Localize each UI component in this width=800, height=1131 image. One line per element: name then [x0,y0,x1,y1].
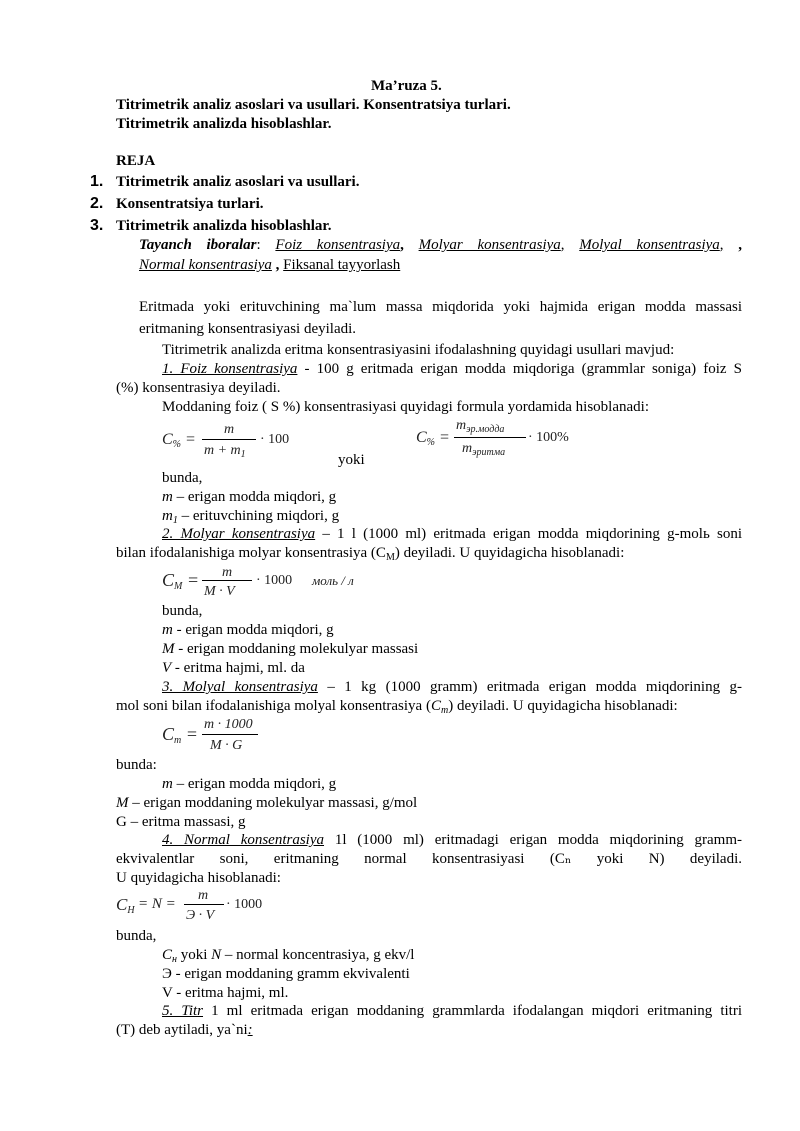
molyar-line-1 [162,525,742,544]
keyword-foiz: Foiz konsentrasiya [275,237,401,253]
f1-numerator: m [224,422,235,437]
titr-title: 5. Titr [162,1003,204,1019]
f1-lhs: C [162,431,173,448]
titr-line-1 [162,1002,742,1021]
normal-def-E: Э - erigan moddaning gramm ekvivalenti [162,966,410,982]
molyal-def-G: G – eritma massasi, g [116,814,246,830]
intro-paragraph-line-2: eritmaning konsentrasiyasi deyiladi. [139,321,357,337]
title-line-2: Titrimetrik analizda hisoblashlar. [116,116,332,132]
molyal-f-denominator: M · G [210,738,243,753]
f1-den-sub: 1 [240,449,246,460]
f2-lhs: C [416,429,427,446]
f2-numerator: m [456,418,467,433]
normal-text-a: 1l (1000 ml) eritmadagi erigan modda miqdorining gramm- [324,832,742,848]
foiz-line-1 [162,360,742,379]
molyar-bunda: bunda, [162,603,203,619]
molyal-def-m: m – erigan modda miqdori, g [162,776,337,792]
normal-def-C: $C_н$ yoki N – normal koncentrasiya, g ekv/l [162,947,415,965]
keyword-normal: Normal konsentrasiya [139,257,272,273]
keyword-fiksanal: Fiksanal tayyorlash [283,257,401,273]
lecture-number: Ma’ruza 5. [371,78,442,94]
foiz-def-m1: $m_1$ – erituvchining miqdori, g [162,508,340,526]
foiz-formula-2: $C_{\%}$ = $m_{эр.модда}$ $m_{эритма}$ · 100% [416,418,569,458]
normal-line-1 [162,831,742,850]
molyal-bunda: bunda: [116,757,157,773]
molyal-formula: $C_m$ = m · 1000 M · G [162,715,282,755]
molyal-line-1 [162,678,742,697]
molyar-def-m: m - erigan modda miqdori, g [162,622,334,638]
foiz-text-a: - 100 g eritmada erigan modda miqdoriga (grammlar soniga) foiz S [297,361,742,377]
keyword-molyal: Molyal konsentrasiya [579,237,720,253]
molyar-def-V: V - eritma hajmi, ml. da [162,660,305,676]
plan-item-1-number: 1. [90,173,104,190]
normal-line-2: ekvivalentlar soni, eritmaning normal konsentrasiyasi (Cₙ yoki N) deyiladi. [116,851,742,867]
plan-item-2: Konsentratsiya turlari. [116,196,264,212]
intro-usullari: Titrimetrik analizda eritma konsentrasiyasini ifodalashning quyidagi usullari mavjud: [162,342,675,358]
foiz-bunda: bunda, [162,470,203,486]
molyal-title: 3. Molyal konsentrasiya [162,679,318,695]
molyar-f-sub: M [174,581,183,592]
molyar-f-denominator: M · V [204,584,235,599]
keyword-molyar: Molyar konsentrasiya [418,237,561,253]
keywords-line-2: Normal konsentrasiya , Fiksanal tayyorlash [139,257,401,273]
f2-denominator: m [462,441,473,456]
normal-title: 4. Normal konsentrasiya [162,832,325,848]
f2-sub: % [426,437,436,448]
molyar-line-2: bilan ifodalanishiga molyar konsentrasiya $(C_M)$ deyiladi. U quyidagicha hisoblanadi: [116,545,625,563]
foiz-formula-intro: Moddaning foiz ( S %) konsentrasiyasi quyidagi formula yordamida hisoblanadi: [162,399,649,415]
normal-def-V: V - eritma hajmi, ml. [162,985,289,1001]
molyar-def-M: M - erigan moddaning molekulyar massasi [162,641,419,657]
molyal-f-lhs: C [162,724,175,744]
molyar-f-unit: моль / л [312,573,354,588]
plan-heading: REJA [116,153,156,169]
keywords-line-1: Tayanch iboralar: Foiz konsentrasiya, Molyar konsentrasiya, Molyal konsentrasiya, , [139,237,743,253]
molyar-title: 2. Molyar konsentrasiya [162,526,316,542]
normal-f-sub: Н [127,905,135,916]
normal-bunda: bunda, [116,928,157,944]
f1-denominator: m + m [204,443,241,458]
formula-or: yoki [338,452,365,468]
plan-item-1: Titrimetrik analiz asoslari va usullari. [116,174,360,190]
plan-item-2-number: 2. [90,195,104,212]
keywords-label: Tayanch iboralar [139,237,257,253]
foiz-def-m: m – erigan modda miqdori, g [162,489,337,505]
molyal-text-a: – 1 kg (1000 gramm) eritmada erigan modda miqdorining g- [317,679,742,695]
molyar-formula: $C_M$ = m M · V · 1000 моль / л [162,565,354,599]
molyal-line-2: mol soni bilan ifodalanishiga molyal konsentrasiya $(C_m)$ deyiladi. U quyidagicha hisoblanadi: [116,698,678,716]
normal-f-eq: = N = [138,896,176,912]
titr-text-a: 1 ml eritmada erigan moddaning grammlarda ifodalangan miqdori eritmaning titri [203,1003,742,1019]
keywords-colon: : [256,237,261,253]
intro-paragraph-line-1: Eritmada yoki erituvchining ma`lum massa miqdorida yoki hajmida erigan modda massasi [139,299,742,315]
normal-f-multiplier: · 1000 [226,897,263,912]
foiz-title: 1. Foiz konsentrasiya [162,361,298,377]
foiz-line-2: (%) konsentrasiya deyiladi. [116,380,281,396]
f2-num-sub: эр.модда [466,424,505,435]
molyal-f-sub: m [174,735,182,746]
f2-multiplier: · 100% [528,430,569,445]
molyal-def-M: M – erigan moddaning molekulyar massasi, g/mol [116,795,418,811]
f1-multiplier: · 100 [260,432,290,447]
titr-line-2: (T) deb aytiladi, ya`ni: [116,1022,253,1038]
normal-f-numerator: m [198,888,209,903]
plan-item-3: Titrimetrik analizda hisoblashlar. [116,218,332,234]
molyar-f-numerator: m [222,565,233,580]
title-line-1: Titrimetrik analiz asoslari va usullari. Konsentratsiya turlari. [116,97,511,113]
f2-den-sub: эритма [472,447,506,458]
normal-f-denominator: Э · V [186,908,215,923]
normal-f-lhs: C [116,895,128,914]
molyar-f-multiplier: · 1000 [256,573,293,588]
molyar-text-a: – 1 l (1000 ml) eritmada erigan modda miqdorining g-molь soni [315,526,742,542]
normal-line-3: U quyidagicha hisoblanadi: [116,870,281,886]
molyal-f-numerator: m · 1000 [204,717,253,732]
molyar-f-lhs: C [162,570,175,590]
f1-sub: % [172,439,182,450]
plan-item-3-number: 3. [90,217,104,234]
foiz-formula-1: $C_{\%}$ = m $m + m_1$ · 100 [162,422,290,460]
normal-formula [116,886,276,924]
